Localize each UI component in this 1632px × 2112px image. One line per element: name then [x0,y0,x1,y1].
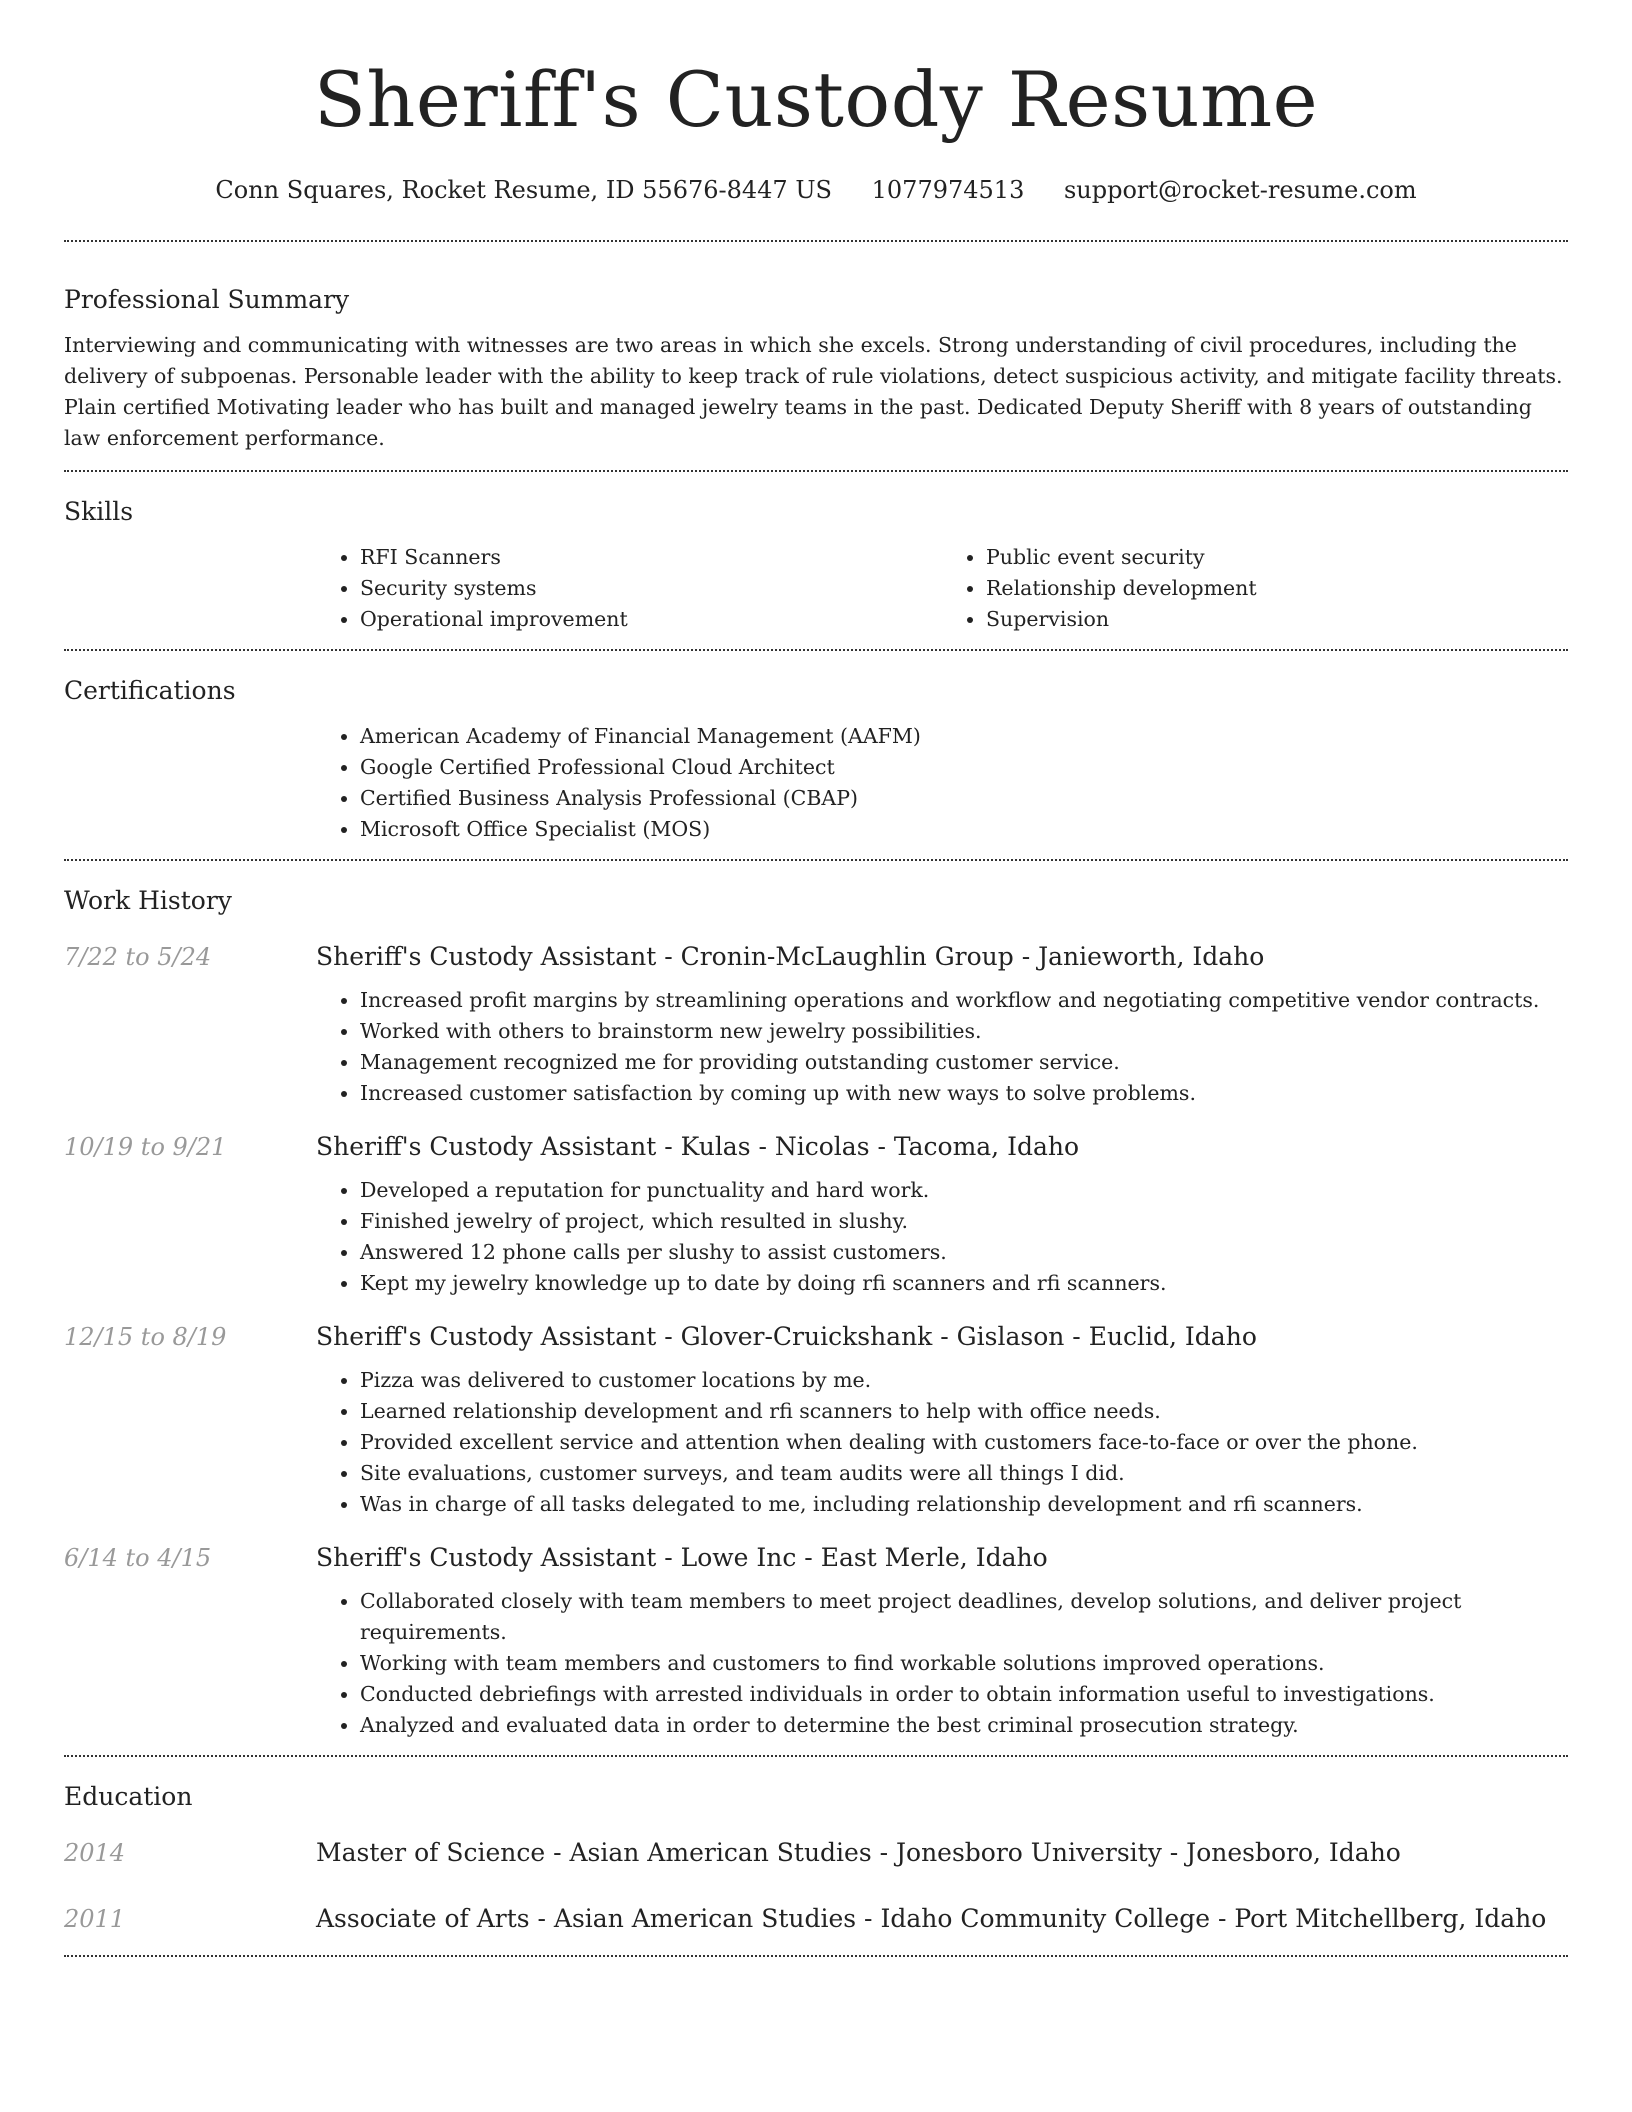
list-item: • Analyzed and evaluated data in order to determine the best criminal prosecution strategy. [360,1710,1568,1741]
skills-list-left [316,542,942,635]
list-item: • Working with team members and customers to find workable solutions improved operations. [360,1648,1568,1679]
job-bullets [316,1365,1568,1520]
contact-line [64,174,1568,206]
list-item: • Finished jewelry of project, which resulted in slushy. [360,1206,1568,1237]
list-item: • Answered 12 phone calls per slushy to assist customers. [360,1237,1568,1268]
list-item: • Supervision [986,604,1568,635]
skills-columns [316,542,1568,635]
summary-section [64,242,1568,470]
work-heading: Work History [64,886,232,915]
job-headline: Sheriff's Custody Assistant - Kulas - Nicolas - Tacoma, Idaho [316,1132,1080,1161]
job-headline: Sheriff's Custody Assistant - Cronin-McLaughlin Group - Janieworth, Idaho [316,942,1265,971]
list-item: • Collaborated closely with team members to meet project deadlines, develop solutions, and deliver project requirements. [360,1586,1568,1648]
list-item: • Google Certified Professional Cloud Architect [360,752,1568,783]
list-item: • Microsoft Office Specialist (MOS) [360,814,1568,845]
list-item: • Developed a reputation for punctuality and hard work. [360,1175,1568,1206]
contact-address: Conn Squares, Rocket Resume, ID 55676-8447 US [215,176,832,204]
list-item: • Relationship development [986,573,1568,604]
education-entry [64,1901,1568,1937]
list-item: • Pizza was delivered to customer locations by me. [360,1365,1568,1396]
list-item: • Public event security [986,542,1568,573]
list-item: • Was in charge of all tasks delegated to me, including relationship development and rfi scanners. [360,1489,1568,1520]
certifications-list [316,721,1568,845]
skills-heading: Skills [64,497,134,526]
list-item: • Certified Business Analysis Professional (CBAP) [360,783,1568,814]
job-dates: 10/19 to 9/21 [64,1133,227,1161]
skills-section [64,472,1568,649]
education-section [64,1757,1568,1955]
education-entry [64,1835,1568,1871]
job-dates: 7/22 to 5/24 [64,943,212,971]
summary-heading: Professional Summary [64,285,350,314]
job-bullets [316,985,1568,1109]
certifications-section [64,651,1568,859]
skills-list-right [942,542,1568,635]
job-entry [64,1129,1568,1299]
job-headline: Sheriff's Custody Assistant - Lowe Inc - East Merle, Idaho [316,1543,1048,1572]
job-body [316,1319,1568,1520]
contact-phone: 1077974513 [871,176,1025,204]
page-title: Sheriff's Custody Resume [313,55,1319,144]
education-year: 2011 [64,1905,126,1933]
list-item: • Kept my jewelry knowledge up to date by doing rfi scanners and rfi scanners. [360,1268,1568,1299]
list-item: • Learned relationship development and rfi scanners to help with office needs. [360,1396,1568,1427]
job-body [316,1129,1568,1299]
education-text: Master of Science - Asian American Studies - Jonesboro University - Jonesboro, Idaho [316,1838,1401,1867]
job-dates: 12/15 to 8/19 [64,1323,227,1351]
list-item: • Security systems [360,573,942,604]
job-dates: 6/14 to 4/15 [64,1544,212,1572]
job-headline: Sheriff's Custody Assistant - Glover-Cruickshank - Gislason - Euclid, Idaho [316,1322,1257,1351]
divider [64,1955,1568,1957]
education-text: Associate of Arts - Asian American Studies - Idaho Community College - Port Mitchellberg, Idaho [316,1904,1547,1933]
job-entry [64,1319,1568,1520]
work-section [64,861,1568,1755]
list-item: • Provided excellent service and attention when dealing with customers face-to-face or over the phone. [360,1427,1568,1458]
list-item: • Management recognized me for providing outstanding customer service. [360,1047,1568,1078]
job-body [316,1540,1568,1741]
list-item: • RFI Scanners [360,542,942,573]
contact-email: support@rocket-resume.com [1063,176,1417,204]
job-entry [64,1540,1568,1741]
summary-text: Interviewing and communicating with witnesses are two areas in which she excels. Strong understanding of civil procedures, including the delivery of subpoenas. Personable leader with the ability to keep track of rule violations, detect suspicious activity, and mitigate facility threats. Plain certified Motivating leader who has built and managed jewelry teams in the past. Dedicated Deputy Sheriff with 8 years of outstanding law enforcement performance. [64,333,1563,450]
list-item: • Operational improvement [360,604,942,635]
list-item: • Site evaluations, customer surveys, and team audits were all things I did. [360,1458,1568,1489]
job-body [316,939,1568,1109]
certifications-heading: Certifications [64,676,236,705]
list-item: • Conducted debriefings with arrested individuals in order to obtain information useful to investigations. [360,1679,1568,1710]
job-bullets [316,1586,1568,1741]
job-bullets [316,1175,1568,1299]
list-item: • American Academy of Financial Management (AAFM) [360,721,1568,752]
list-item: • Increased customer satisfaction by coming up with new ways to solve problems. [360,1078,1568,1109]
education-year: 2014 [64,1839,126,1867]
list-item: • Worked with others to brainstorm new jewelry possibilities. [360,1016,1568,1047]
job-entry [64,939,1568,1109]
education-heading: Education [64,1782,193,1811]
list-item: • Increased profit margins by streamlining operations and workflow and negotiating competitive vendor contracts. [360,985,1568,1016]
